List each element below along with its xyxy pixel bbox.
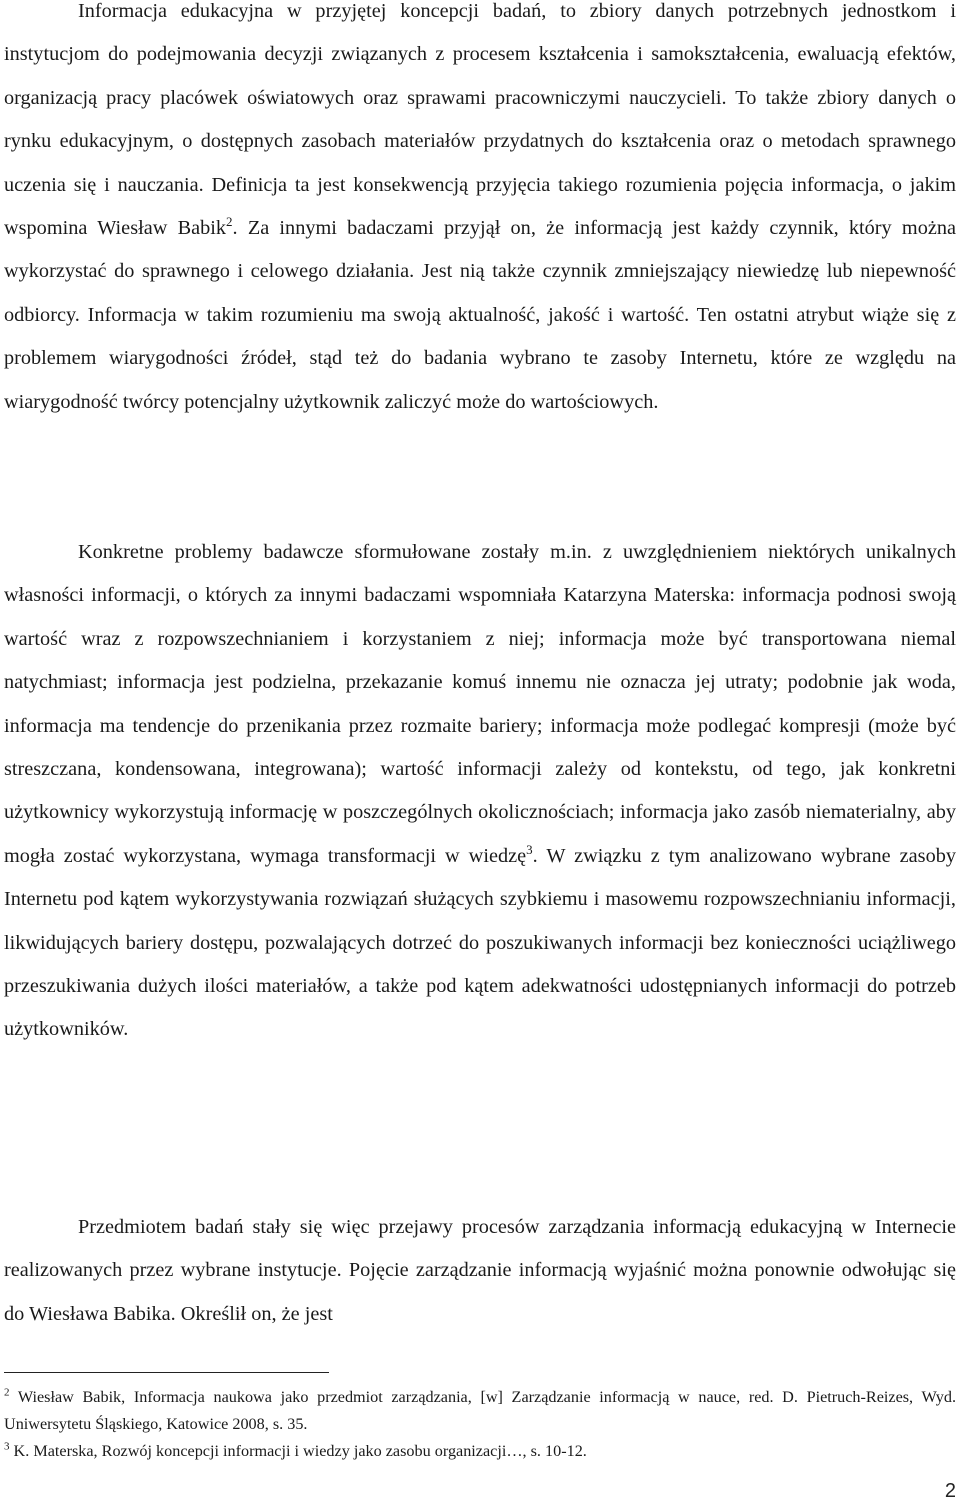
footnote-3-number: 3 xyxy=(4,1440,10,1453)
footnotes xyxy=(4,1384,956,1465)
paragraph-1 xyxy=(4,0,956,424)
footnote-ref-3[interactable]: 3 xyxy=(526,842,533,858)
paragraph-3 xyxy=(4,1206,956,1336)
paragraph-2 xyxy=(4,531,956,1052)
footnote-2-text: Wiesław Babik, Informacja naukowa jako przedmiot zarządzania, [w] Zarządzanie informacją w nauce, red. D. Pietruch-Reizes, Wyd. Uniwersytetu Śląskiego, Katowice 2008, s. 35. xyxy=(4,1388,956,1433)
paragraph-2-text-b: . W związku z tym analizowano wybrane zasoby Internetu pod kątem wykorzystywania rozwiązań służących szybkiemu i masowemu rozpowszechnianiu informacji, likwidujących bariery dostępu, pozwalających dotrzeć do poszukiwanych informacji bez konieczności uciążliwego przeszukiwania dużych ilości materiałów, a także pod kątem adekwatności udostępnianych informacji do potrzeb użytkowników. xyxy=(4,844,956,1041)
paragraph-1-text-a: Informacja edukacyjna w przyjętej koncepcji badań, to zbiory danych potrzebnych jednostkom i instytucjom do podejmowania decyzji związanych z procesem kształcenia i samokształcenia, ewaluacją efektów, organizacją pracy placówek oświatowych oraz sprawami pracowniczymi nauczycieli. To także zbiory danych o rynku edukacyjnym, o dostępnych zasobach materiałów przydatnych do kształcenia oraz o metodach sprawnego uczenia się i nauczania. Definicja ta jest konsekwencją przyjęcia takiego rozumienia pojęcia informacja, o jakim wspomina Wiesław Babik xyxy=(4,0,956,240)
footnote-separator xyxy=(4,1372,329,1373)
footnote-3-text: K. Materska, Rozwój koncepcji informacji i wiedzy jako zasobu organizacji…, s. 10-12. xyxy=(9,1442,587,1460)
footnote-3 xyxy=(4,1438,956,1465)
page-number: 2 xyxy=(944,1480,956,1502)
footnote-ref-2[interactable]: 2 xyxy=(226,214,233,230)
footnote-2 xyxy=(4,1384,956,1438)
paragraph-3-text: Przedmiotem badań stały się więc przejawy procesów zarządzania informacją edukacyjną w Internecie realizowanych przez wybrane instytucje. Pojęcie zarządzanie informacją wyjaśnić można ponownie odwołując się do Wiesława Babika. Określił on, że jest xyxy=(4,1216,956,1325)
paragraph-2-text-a: Konkretne problemy badawcze sformułowane zostały m.in. z uwzględnieniem niektórych unikalnych własności informacji, o których za innymi badaczami wspomniała Katarzyna Materska: informacja podnosi swoją wartość wraz z rozpowszechnianiem i korzystaniem z niej; informacja może być transportowana niemal natychmiast; informacja jest podzielna, przekazanie komuś innemu nie oznacza jej utraty; podobnie jak woda, informacja ma tendencje do przenikania przez rozmaite bariery; informacja może podlegać kompresji (może być streszczana, kondensowana, integrowana); wartość informacji zależy od kontekstu, od tego, jak konkretni użytkownicy wykorzystują informację w poszczególnych okolicznościach; informacja jako zasób niematerialny, aby mogła zostać wykorzystana, wymaga transformacji w wiedzę xyxy=(4,541,956,867)
footnote-2-number: 2 xyxy=(4,1386,10,1399)
paragraph-1-text-b: . Za innymi badaczami przyjął on, że informacją jest każdy czynnik, który można wykorzystać do sprawnego i celowego działania. Jest nią także czynnik zmniejszający niewiedzę lub niepewność odbiorcy. Informacja w takim rozumieniu ma swoją aktualność, jakość i wartość. Ten ostatni atrybut wiąże się z problemem wiarygodności źródeł, stąd też do badania wybrano te zasoby Internetu, które ze względu na wiarygodność twórcy potencjalny użytkownik zaliczyć może do wartościowych. xyxy=(4,217,956,413)
